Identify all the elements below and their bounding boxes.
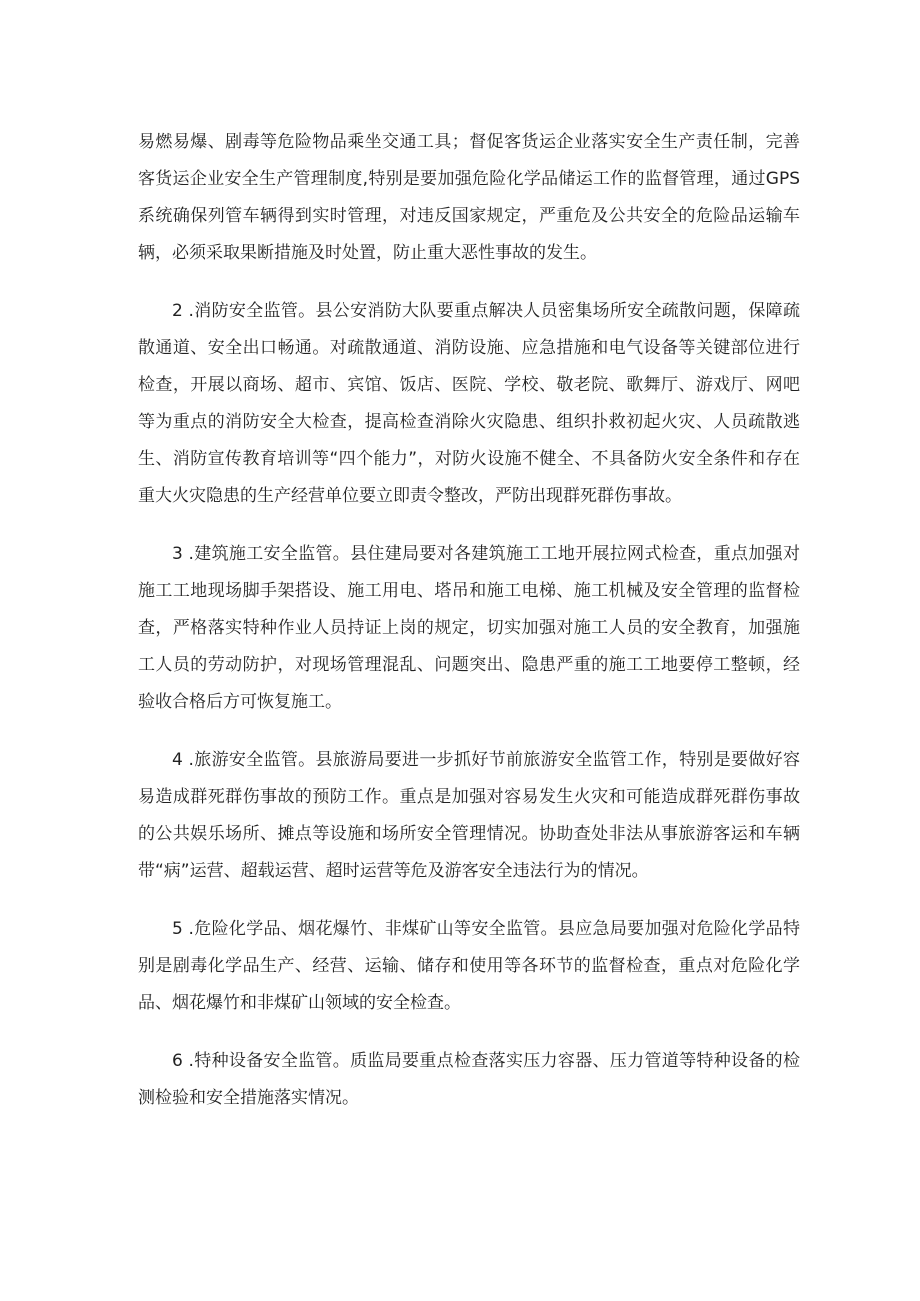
paragraph-fire-safety [138,293,800,515]
paragraph-text: .消防安全监管。县公安消防大队要重点解决人员密集场所安全疏散问题，保障疏散通道、安全出口畅通。对疏散通道、消防设施、应急措施和电气设备等关键部位进行检查，开展以商场、超市、宾馆、饭店、医院、学校、敬老院、歌舞厅、游戏厅、网吧等为重点的消防安全大检查，提高检查消除火灾隐患、组织扑救初起火灾、人员疏散逃生、消防宣传教育培训等“四个能力”，对防火设施不健全、不具备防火安全条件和存在重大火灾隐患的生产经营单位要立即责令整改，严防出现群死群伤事故。 [138,301,800,506]
paragraph-hazardous-chemicals [138,911,800,1022]
document-body [138,124,800,1138]
paragraph-construction-safety [138,536,800,721]
paragraph-text: .旅游安全监管。县旅游局要进一步抓好节前旅游安全监管工作，特别是要做好容易造成群死群伤事故的预防工作。重点是加强对容易发生火灾和可能造成群死群伤事故的公共娱乐场所、摊点等设施和场所安全管理情况。协助查处非法从事旅游客运和车辆带“病”运营、超载运营、超时运营等危及游客安全违法行为的情况。 [138,750,800,881]
paragraph-text: .特种设备安全监管。质监局要重点检查落实压力容器、压力管道等特种设备的检测检验和安全措施落实情况。 [138,1051,800,1108]
paragraph-special-equipment [138,1043,800,1117]
paragraph-number: 6 [172,1051,183,1071]
paragraph-text: .建筑施工安全监管。县住建局要对各建筑施工工地开展拉网式检查，重点加强对施工工地现场脚手架搭设、施工用电、塔吊和施工电梯、施工机械及安全管理的监督检查，严格落实特种作业人员持证上岗的规定，切实加强对施工人员的安全教育，加强施工人员的劳动防护，对现场管理混乱、问题突出、隐患严重的施工工地要停工整顿，经验收合格后方可恢复施工。 [138,544,800,712]
paragraph-number: 3 [172,544,183,564]
paragraph-number: 4 [172,750,183,770]
paragraph-number: 2 [172,301,183,321]
paragraph-text: 易燃易爆、剧毒等危险物品乘坐交通工具；督促客货运企业落实安全生产责任制，完善客货运企业安全生产管理制度,特别是要加强危险化学品储运工作的监督管理，通过GPS系统确保列管车辆得到实时管理，对违反国家规定，严重危及公共安全的危险品运输车辆，必须采取果断措施及时处置，防止重大恶性事故的发生。 [138,132,800,263]
paragraph-text: .危险化学品、烟花爆竹、非煤矿山等安全监管。县应急局要加强对危险化学品特别是剧毒化学品生产、经营、运输、储存和使用等各环节的监督检查，重点对危险化学品、烟花爆竹和非煤矿山领域的安全检查。 [138,919,800,1013]
paragraph-number: 5 [172,919,183,939]
paragraph-continuation [138,124,800,272]
paragraph-tourism-safety [138,742,800,890]
